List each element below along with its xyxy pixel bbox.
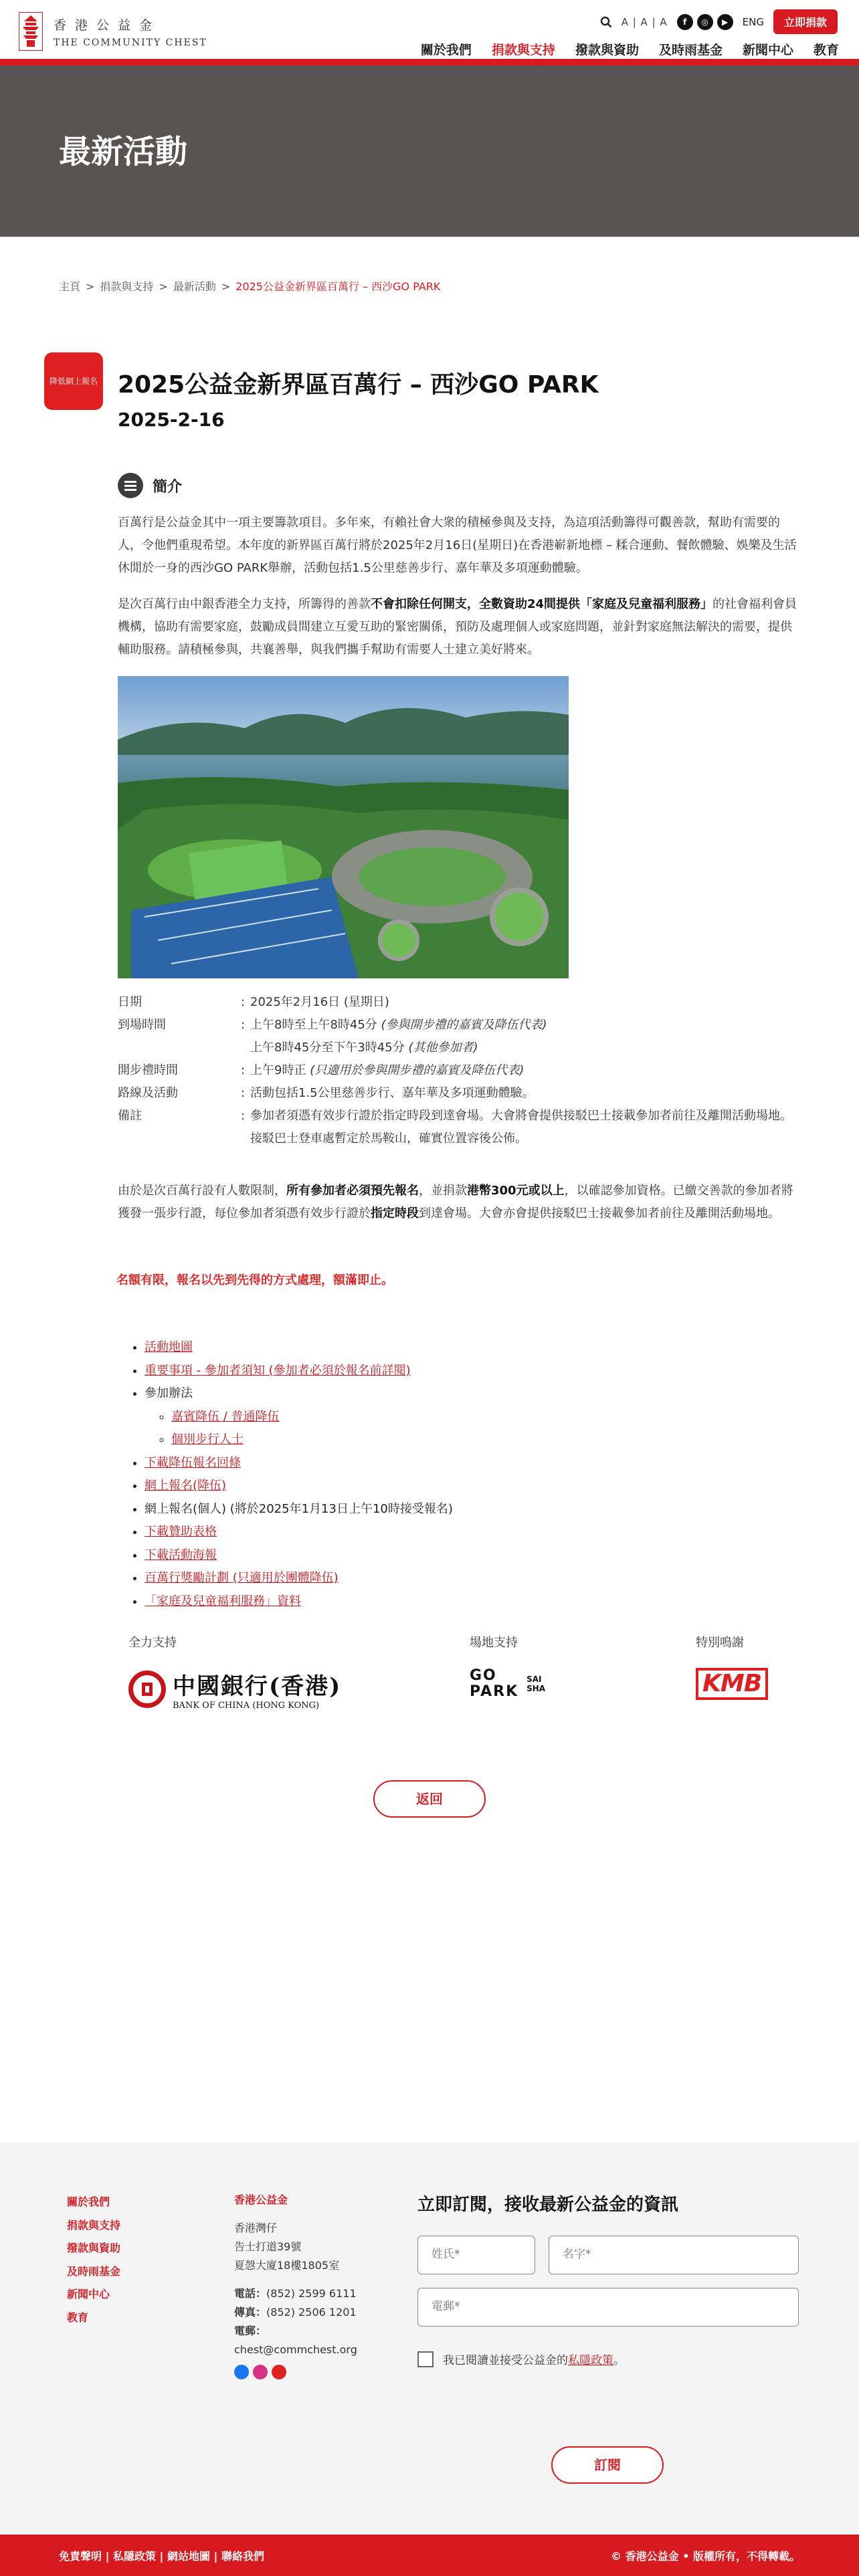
site-header [0,0,859,66]
given-name-field[interactable]: 名字* [549,2236,799,2274]
page-hero-banner [0,66,859,237]
detail-label: 路線及活動 [118,1086,178,1100]
note-text: 由於是次百萬行設有人數限制， [118,1184,286,1198]
footer-social [234,2365,357,2379]
sponsor-full-support [128,1633,341,1711]
link-prize-scheme[interactable]: 百萬行獎勵計劃 (只適用於團體降伍) [145,1571,339,1585]
detail-value [250,1059,524,1082]
detail-colon: : [241,1109,246,1123]
breadcrumb-separator: > [86,280,95,293]
detail-value: 2025年2月16日 (星期日) [250,995,389,1009]
footer-phone [234,2284,357,2303]
nav-timely-rain-fund[interactable]: 及時雨基金 [658,43,723,58]
event-links-list [145,1336,800,1613]
subscribe-title: 立即訂閱，接收最新公益金的資訊 [417,2195,679,2215]
link-family-services-info[interactable]: 「家庭及兒童福利服務」資料 [145,1594,301,1608]
detail-value-text: 上午8時45分至下午3時45分 [250,1041,409,1055]
intro-emphasis: 不會扣除任何開支，全數資助24間提供「家庭及兒童福利服務」 [371,597,713,611]
kmb-text: KMB [696,1668,768,1700]
intro-text: 的社會福利會員機構，協助有需要家庭，鼓勵成員間建立互愛互助的緊密關係，預防及處理個人或家庭問題，並針對家庭無法解決的需要，提供輔助服務。請積極參與，共襄善舉，與我們攜手幫助有需要人士建立美好將來。 [118,597,797,657]
event-header [0,352,859,453]
boc-chinese-name: 中國銀行(香港) [173,1673,342,1700]
footer-phone-value: (852) 2599 6111 [266,2287,357,2300]
list-item [145,1567,800,1590]
nav-education[interactable]: 教育 [813,43,839,58]
footer-address-line: 告士打道39號 [234,2240,302,2253]
note-emphasis: 指定時段 [371,1206,419,1220]
link-download-poster[interactable]: 下載活動海報 [145,1547,217,1562]
footer-org-name: 香港公益金 [234,2193,288,2206]
event-content-lower [118,1271,800,1613]
footer-email-link[interactable]: chest@commchest.org [234,2343,357,2356]
youtube-icon[interactable]: ▶ [717,14,733,30]
breadcrumb-latest-events[interactable]: 最新活動 [173,280,216,293]
subscribe-form [417,2191,799,2367]
detail-value: 活動包括1.5公里慈善步行、嘉年華及多項運動體驗。 [250,1086,535,1100]
detail-row-route [118,1082,800,1105]
font-size-switcher[interactable]: A | A | A [621,15,668,28]
footer-fax-label: 傳真： [234,2306,267,2319]
detail-row-arrival-2 [118,1037,800,1059]
breadcrumb [0,237,859,294]
privacy-policy-link[interactable]: 私隱政策 [568,2354,613,2367]
link-download-sponsor-form[interactable]: 下載贊助表格 [145,1525,217,1539]
boc-english-name: BANK OF CHINA (HONG KONG) [173,1701,320,1711]
boc-logo [128,1668,341,1711]
how-to-join-sublist [171,1406,800,1452]
footer-contact [234,2191,357,2379]
subscribe-button[interactable]: 訂閱 [551,2446,664,2484]
footer-nav-news-centre[interactable]: 新聞中心 [67,2288,110,2300]
breadcrumb-current: 2025公益金新界區百萬行 – 西沙GO PARK [235,280,441,293]
site-footer [0,2143,859,2535]
registration-note [118,1180,800,1225]
note-emphasis: 港幣300元或以上 [467,1184,565,1198]
intro-paragraph-2 [118,593,800,661]
surname-field[interactable]: 姓氏* [417,2236,535,2274]
email-field[interactable]: 電郵* [417,2288,799,2327]
detail-label: 到場時間 [118,1018,166,1032]
back-wrap [0,1780,859,1818]
footer-nav-grants[interactable]: 撥款與資助 [67,2242,121,2254]
footer-email [234,2322,357,2341]
note-text: 到達會場。大會亦會提供接駁巴士接載參加者前往及離開活動場地。 [419,1206,780,1220]
sponsor-special-thanks [696,1633,768,1700]
privacy-checkbox[interactable] [417,2351,434,2367]
detail-colon [241,1037,250,1059]
gopark-text: PARK [470,1683,519,1700]
event-content [118,473,800,1225]
detail-label: 備註 [118,1109,142,1123]
donate-now-button[interactable]: 立即捐款 [773,9,838,34]
footer-nav-about[interactable]: 關於我們 [67,2195,110,2208]
detail-value-text: 上午9時正 [250,1063,310,1077]
nav-donate-support[interactable]: 捐款與支持 [491,43,555,58]
detail-value: 參加者須憑有效步行證於指定時段到達會場。大會將會提供接駁巴士接載參加者前往及離開活動場地。接駁巴士登車處暫定於馬鞍山，確實位置容後公佈。 [250,1109,792,1146]
bottom-bar [0,2535,859,2576]
note-text: ，並捐款 [419,1184,467,1198]
event-details [118,991,800,1150]
detail-value-note: (只適用於參與開步禮的嘉賓及降伍代表) [310,1063,524,1077]
link-important-notice[interactable]: 重要事項 - 參加者須知 (參加者必須於報名前詳閱) [145,1363,411,1378]
intro-text: 是次百萬行由中銀香港全力支持，所籌得的善款 [118,597,371,611]
footer-fax [234,2303,357,2322]
sponsor-label: 全力支持 [128,1636,177,1650]
list-item [145,1590,800,1614]
footer-nav-timely-rain-fund[interactable]: 及時雨基金 [67,2264,121,2278]
sponsors-section [0,1633,859,1733]
boc-emblem-icon [128,1671,166,1708]
privacy-consent-text [443,2351,625,2367]
detail-value-note: (參與開步禮的嘉賓及降伍代表) [381,1018,547,1032]
nav-about[interactable]: 關於我們 [420,43,472,58]
breadcrumb-donate-support[interactable]: 捐款與支持 [100,280,154,293]
utility-bar [600,9,838,34]
detail-label: 日期 [118,995,142,1009]
sponsor-venue [470,1633,545,1700]
link-download-team-form[interactable]: 下載降伍報名回條 [145,1455,241,1470]
event-tag: 降低網上報名 [44,352,103,410]
detail-colon: : [241,1086,246,1100]
breadcrumb-separator: > [221,280,231,293]
footer-nav-education[interactable]: 教育 [67,2311,89,2324]
list-item [145,1360,800,1383]
main-nav [421,40,839,58]
copyright-text: © 香港公益金 • 版權所有，不得轉載。 [611,2550,800,2563]
privacy-consent [417,2351,799,2367]
document-icon [118,473,143,498]
privacy-consent-end: 。 [613,2354,625,2367]
footer-email-label: 電郵： [234,2325,267,2337]
list-item [145,1521,800,1544]
event-title: 2025公益金新界區百萬行 – 西沙GO PARK [118,371,599,399]
detail-colon: : [241,1018,246,1032]
site-logo[interactable] [19,12,207,51]
breadcrumb-home[interactable]: 主頁 [59,280,81,293]
back-button[interactable]: 返回 [373,1780,486,1818]
intro-heading-label: 簡介 [153,478,183,496]
logo-chinese-name: 香港公益金 [54,17,161,33]
how-to-join-label: 參加辦法 [145,1386,193,1400]
logo-english-name: THE COMMUNITY CHEST [54,37,207,48]
footer-phone-label: 電話： [234,2287,267,2300]
saisha-text: SAI [527,1675,542,1684]
footer-fax-value: (852) 2506 1201 [266,2306,357,2319]
youtube-icon[interactable] [272,2365,286,2379]
instagram-icon[interactable] [253,2365,268,2379]
nav-news-centre[interactable]: 新聞中心 [742,43,793,58]
list-item [145,1336,800,1360]
intro-heading [118,473,800,498]
list-item [145,1498,800,1521]
footer-nav-donate-support[interactable]: 捐款與支持 [67,2218,121,2232]
search-icon[interactable] [600,16,612,28]
detail-row-date [118,991,800,1014]
detail-value-note: (其他參加者) [408,1041,478,1055]
detail-row-ceremony [118,1059,800,1082]
detail-value [250,1037,478,1059]
language-switch[interactable]: ENG [742,15,764,28]
gopark-text: GO [470,1667,497,1684]
list-item [171,1428,800,1452]
list-item [171,1406,800,1429]
detail-label [118,1037,241,1059]
sponsor-label: 特別鳴謝 [696,1636,744,1650]
event-date: 2025-2-16 [118,409,225,431]
nav-grants[interactable]: 撥款與資助 [575,43,639,58]
link-online-team-registration[interactable]: 網上報名(降伍) [145,1479,227,1493]
link-individual-join[interactable]: 個別步行人士 [171,1432,244,1446]
detail-colon: : [241,995,246,1009]
footer-address-line: 夏愨大廈18樓1805室 [234,2259,340,2272]
intro-paragraph-1: 百萬行是公益金其中一項主要籌款項目。多年來，有賴社會大衆的積極參與及支持，為這項活動籌得可觀善款，幫助有需要的人，令他們重現希望。本年度的新界區百萬行將於2025年2月16日(星期日)在香港嶄新地標 – 糅合運動、餐飲體驗、娛樂及生活休閒於一身的西沙GO PARK舉辦，活動包括1.5公里慈善步行、嘉年華及多項運動體驗。 [118,516,797,575]
facebook-icon[interactable]: f [677,14,693,30]
link-event-map[interactable]: 活動地圖 [145,1340,193,1354]
bottom-links[interactable]: 免責聲明 | 私隱政策 | 網站地圖 | 聯絡我們 [59,2550,264,2563]
saisha-text: SHA [527,1684,546,1693]
privacy-consent-label: 我已閱讀並接受公益金的 [443,2354,568,2367]
detail-row-arrival [118,1014,800,1037]
detail-colon: : [241,1063,246,1077]
link-team-join[interactable]: 嘉賓降伍 / 普通降伍 [171,1409,280,1424]
event-venue-photo [118,676,569,978]
detail-value-text: 上午8時至上午8時45分 [250,1018,381,1032]
page-title: 最新活動 [59,133,188,171]
instagram-icon[interactable]: ◎ [697,14,713,30]
footer-nav [67,2191,120,2329]
list-item [145,1382,800,1452]
kmb-logo [696,1668,768,1700]
list-item [145,1452,800,1475]
logo-pagoda-icon [19,12,43,51]
list-item [145,1475,800,1498]
limited-quota-note: 名額有限，報名以先到先得的方式處理，額滿即止。 [116,1273,393,1287]
sponsor-label: 場地支持 [470,1636,518,1650]
note-emphasis: 所有參加者必須預先報名 [286,1184,419,1198]
list-item [145,1544,800,1568]
breadcrumb-separator: > [159,280,168,293]
facebook-icon[interactable] [234,2365,249,2379]
note-text: ，以確認參加資格。已繳交善款的參加者將獲發一張步行證，每位參加者須憑有效步行證於 [118,1184,793,1220]
detail-value [250,1014,547,1037]
gopark-saisha-logo [470,1668,545,1700]
footer-address-line: 香港灣仔 [234,2222,278,2234]
online-individual-registration: 網上報名(個人) (將於2025年1月13日上午10時接受報名) [145,1501,453,1516]
detail-row-remarks [118,1105,800,1150]
detail-label: 開步禮時間 [118,1063,178,1077]
